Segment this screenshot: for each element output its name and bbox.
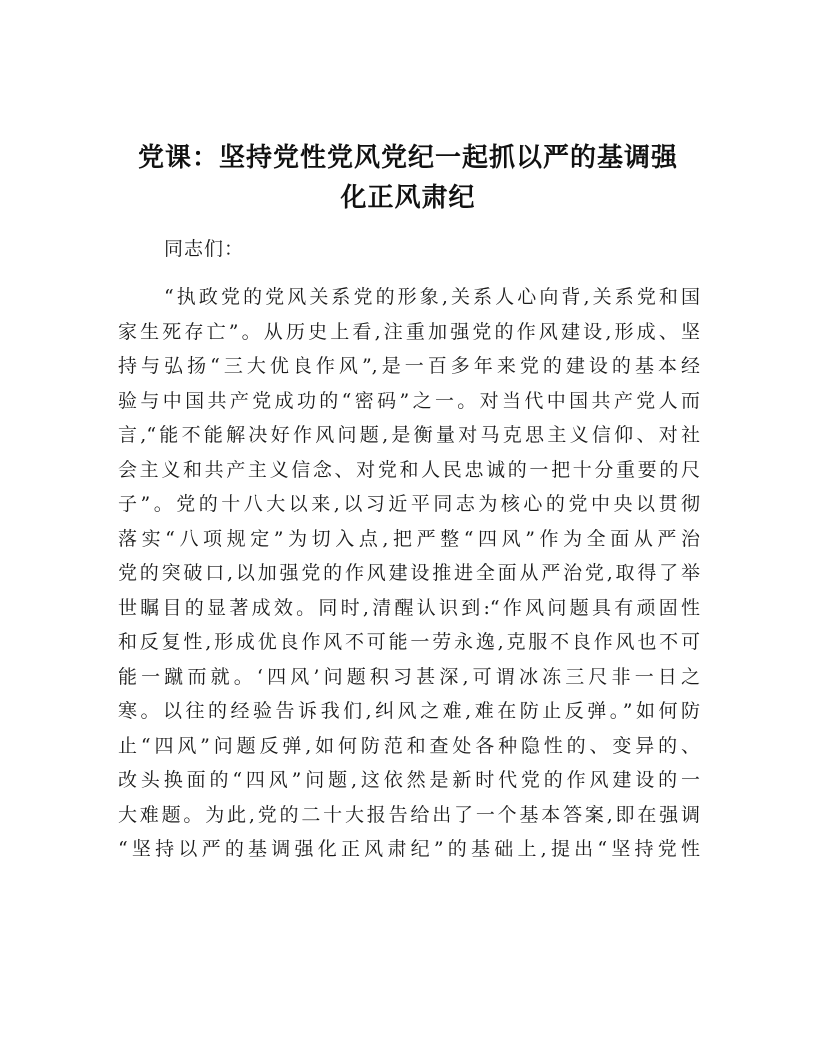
- paragraph-line: 寒。以往的经验告诉我们,纠风之难,难在防止反弹。”如何防: [118, 700, 700, 722]
- paragraph-line: “坚持以严的基调强化正风肃纪”的基础上,提出“坚持党性: [118, 838, 700, 860]
- paragraph-line: 落实“八项规定”为切入点,把严整“四风”作为全面从严治: [118, 527, 700, 550]
- paragraph-line: 和反复性,形成优良作风不可能一劳永逸,克服不良作风也不可: [118, 631, 700, 653]
- paragraph-line: 世瞩目的显著成效。同时,清醒认识到:“作风问题具有顽固性: [118, 596, 700, 619]
- body-paragraph: [118, 280, 700, 867]
- paragraph-line: 党的突破口,以加强党的作风建设推进全面从严治党,取得了举: [118, 562, 700, 584]
- paragraph-line: “执政党的党风关系党的形象,关系人心向背,关系党和国: [164, 286, 700, 308]
- paragraph-line: 家生死存亡”。从历史上看,注重加强党的作风建设,形成、坚: [118, 320, 700, 343]
- greeting: 同志们：: [164, 238, 245, 260]
- paragraph-line: 持与弘扬“三大优良作风”,是一百多年来党的建设的基本经: [118, 355, 700, 377]
- paragraph-line: 止“四风”问题反弹,如何防范和查处各种隐性的、变异的、: [118, 734, 700, 757]
- paragraph-line: 言,“能不能解决好作风问题,是衡量对马克思主义信仰、对社: [118, 424, 700, 446]
- document-title: [110, 138, 706, 218]
- paragraph-line: 子”。党的十八大以来,以习近平同志为核心的党中央以贯彻: [118, 493, 700, 515]
- paragraph-line: 改头换面的“四风”问题,这依然是新时代党的作风建设的一: [118, 769, 700, 791]
- paragraph-line: 大难题。为此,党的二十大报告给出了一个基本答案,即在强调: [118, 803, 700, 826]
- paragraph-line: 能一蹴而就。‘四风’问题积习甚深,可谓冰冻三尺非一日之: [118, 665, 700, 688]
- paragraph-line: 验与中国共产党成功的“密码”之一。对当代中国共产党人而: [118, 389, 700, 412]
- paragraph-line: 会主义和共产主义信念、对党和人民忠诚的一把十分重要的尺: [118, 458, 700, 481]
- title-line-1: 党课：坚持党性党风党纪一起抓以严的基调强: [137, 143, 678, 173]
- title-line-2: 化正风肃纪: [340, 183, 476, 213]
